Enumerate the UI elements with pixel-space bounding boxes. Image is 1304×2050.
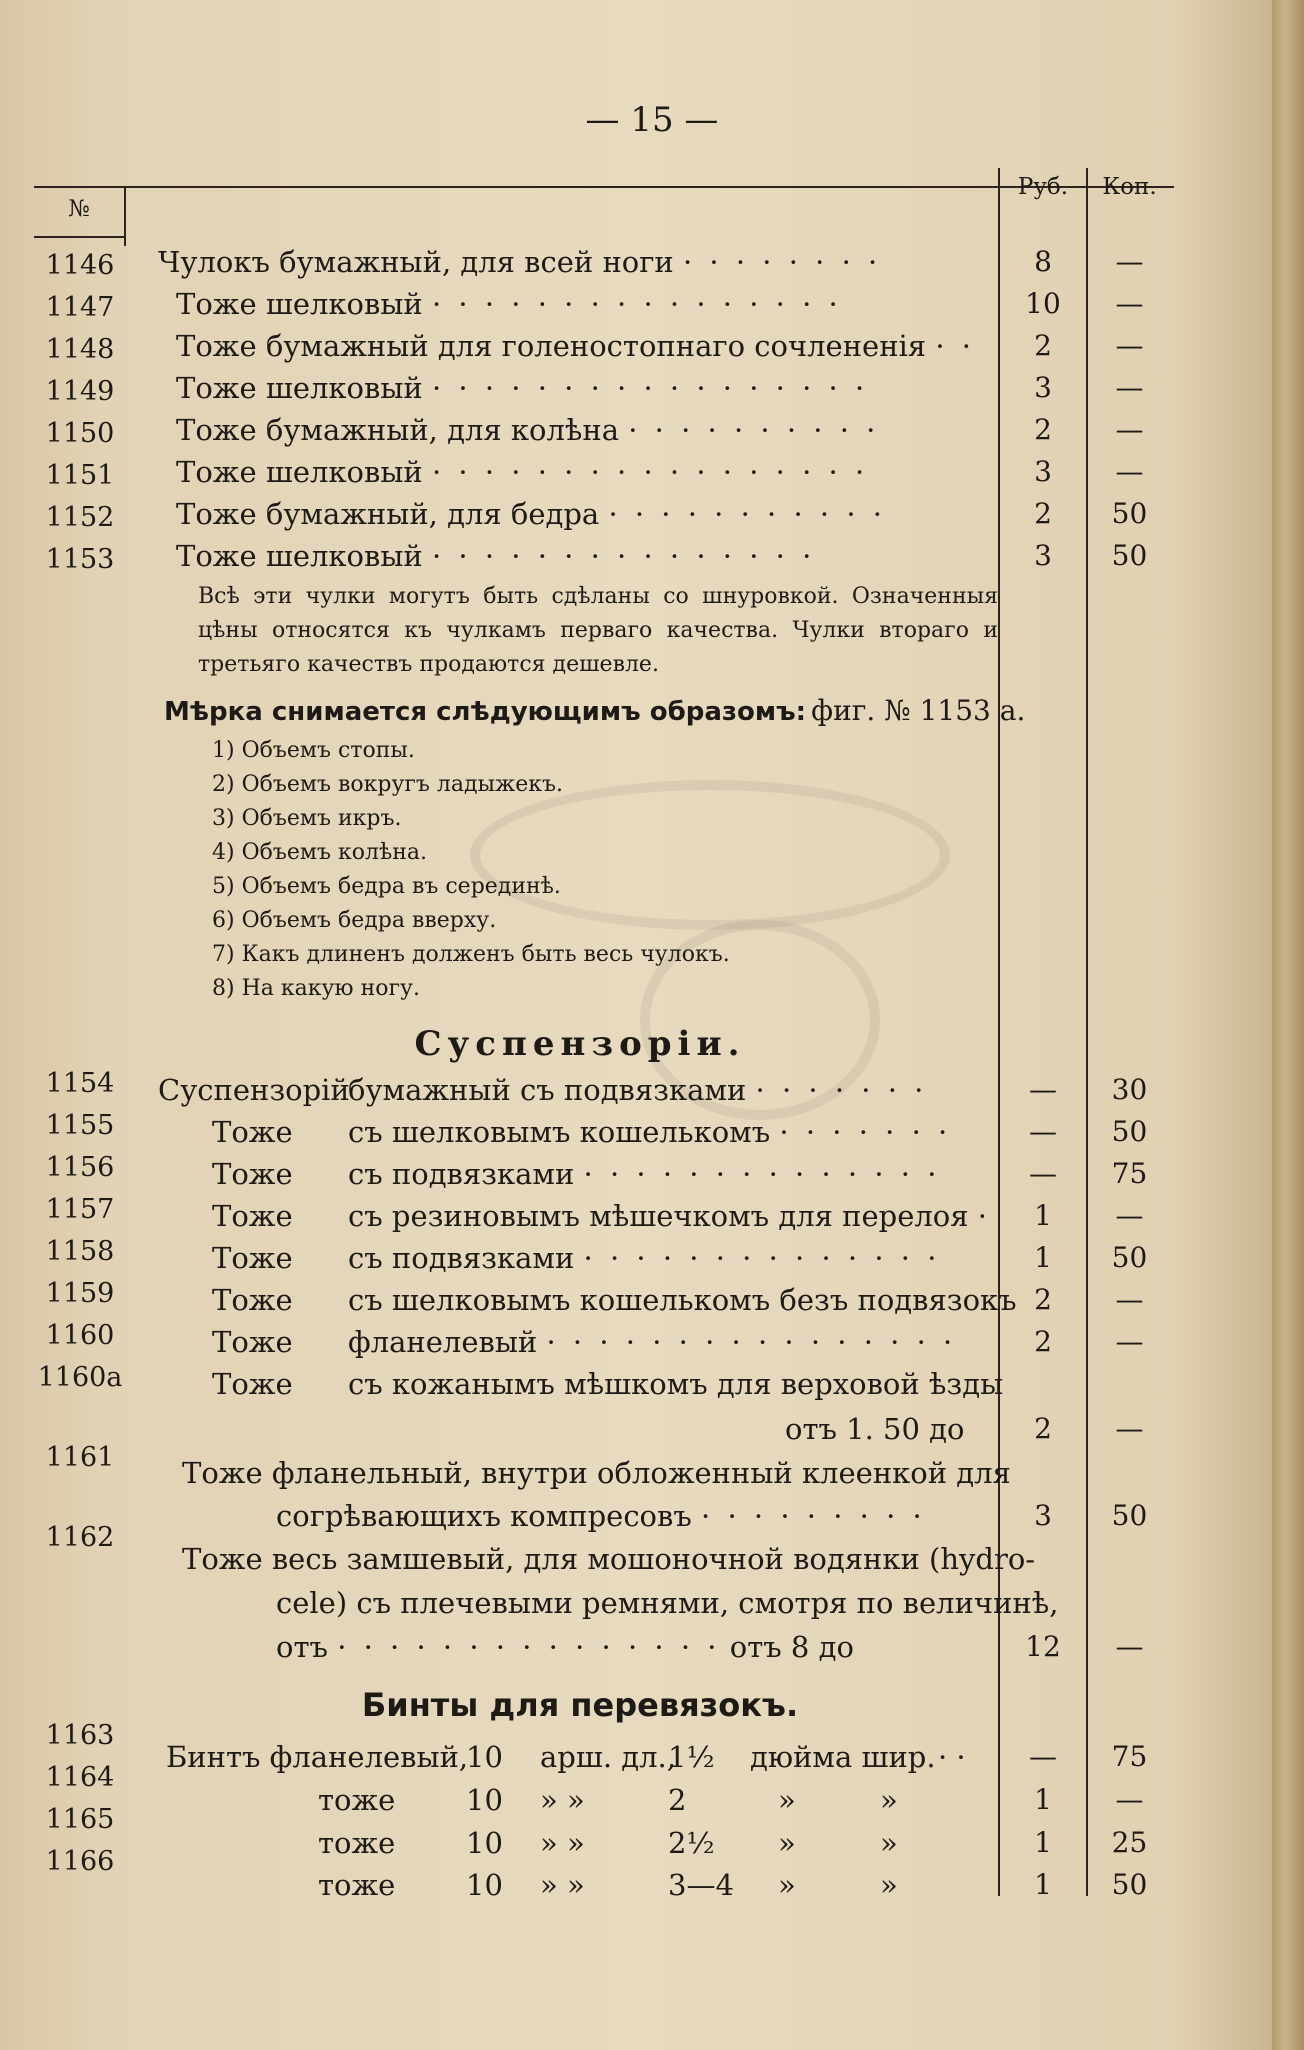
leader-dots: · · · · · · · · · · · bbox=[608, 497, 887, 531]
item-name: Тоже шелковый bbox=[176, 371, 423, 405]
leader-dots: · · · · · · · · · · · · · · · · bbox=[546, 1325, 957, 1359]
item-name: Тоже шелковый bbox=[176, 287, 423, 321]
item-name: Тоже шелковый bbox=[176, 455, 423, 489]
num-column-rule bbox=[124, 186, 126, 246]
leader-dots: · · · · · · · · · · · · · · · · · bbox=[431, 371, 869, 405]
item-name: Тоже бумажный, для колѣна bbox=[176, 413, 619, 447]
measure-title: Мѣрка снимается слѣдующимъ образомъ: bbox=[164, 697, 807, 727]
num-header-rule bbox=[34, 236, 124, 238]
leader-dots: · · · · · · · · bbox=[682, 245, 882, 279]
leader-dots: · · · · · · · bbox=[779, 1115, 952, 1149]
measure-item: 2) Объемъ вокругъ ладыжекъ. bbox=[212, 772, 564, 797]
leader-dots: · · · · · · · · · · · · · · bbox=[583, 1157, 941, 1191]
measure-item: 8) На какую ногу. bbox=[212, 976, 420, 1001]
leader-dots: · bbox=[977, 1199, 991, 1233]
measure-item: 5) Объемъ бедра въ серединѣ. bbox=[212, 874, 561, 899]
show-through-image bbox=[470, 780, 950, 930]
item-name: Тоже шелковый bbox=[176, 539, 423, 573]
leader-dots: · · · · · · · · · · · · · · · bbox=[337, 1630, 721, 1664]
leader-dots: · · · · · · · · · bbox=[701, 1499, 926, 1533]
leader-dots: · · · · · · · · · · · · · · · bbox=[431, 539, 816, 573]
leader-dots: · · bbox=[935, 329, 975, 363]
measure-fig: фиг. № 1153 а. bbox=[811, 694, 1026, 727]
leader-dots: · · · · · · · bbox=[755, 1073, 928, 1107]
section-heading-suspensories: Суспензоріи. bbox=[414, 1024, 746, 1064]
measure-heading bbox=[164, 694, 1025, 727]
page-edge bbox=[1272, 0, 1304, 2050]
measure-item: 6) Объемъ бедра вверху. bbox=[212, 908, 497, 933]
header-kop: Коп. bbox=[1102, 174, 1157, 200]
measure-item: 3) Объемъ икръ. bbox=[212, 806, 402, 831]
page: — 15 — № Руб. Коп. 1146 Чулокъ бумажный, для всей ноги · · · · · · · · 8 — 1147 Тоже шелковый · · · · · · · · · · · · · · · · 10 — 1148 Тоже бумажный для голеностопнаго сочлененія · · 2 — 1149 Тоже шелковый · · · · · · · · · · · · · · · · · 3 — 1150 Тоже бумажный, для колѣна · · · · · · · · · · 2 — 1151 Тоже шелковый · · · · · · · · · · · · · · · · · 3 — 1152 Тоже бумажный, для бедра · · · · · · · · · · · 2 50 1153 Тоже шелковый · · · · · · · · · · · · · · · 3 50 Всѣ эти чулки могутъ быть сдѣланы со шнуровкой. Означенныя цѣны относятся къ чулкамъ перваго качества. Чулки втораго и третьяго качествъ продаются дешевле. Мѣрка снимается слѣдующимъ образомъ: фиг. № 1153 а. 1) Объемъ стопы. 2) Объемъ вокругъ ладыжекъ. 3) Объемъ икръ. 4) Объемъ колѣна. 5) Объемъ бедра въ серединѣ. 6) Объемъ бедра вверху. 7) Какъ длиненъ долженъ быть весь чулокъ. 8) На какую ногу. Суспензоріи. 1154 Суспензорій бумажный съ подвязками · · · · · · · — 30 1155 Тоже съ шелковымъ кошелькомъ · · · · · · · — 50 1156 Тоже съ подвязками · · · · · · · · · · · · · · — 75 1157 Тоже съ резиновымъ мѣшечкомъ для перелоя · 1 — 1158 Тоже съ подвязками · · · · · · · · · · · · · · 1 50 1159 Тоже съ шелковымъ кошелькомъ безъ подвязокъ 2 — 1160 Тоже фланелевый · · · · · · · · · · · · · · · · 2 — 1160a Тоже съ кожанымъ мѣшкомъ для верховой ѣзды отъ 1. 50 до 2 — 1161 Тоже фланельный, внутри обложенный клеенкой для согрѣвающихъ компресовъ · · · · · · · · · 3 50 1162 Тоже весь замшевый, для мошоночной водянки (hydro- cele) съ плечевыми ремнями, смотря по величинѣ, отъ · · · · · · · · · · · · · · · отъ 8 до 12 — Бинты для перевязокъ. 1163 Бинтъ фланелевый, 10 арш. дл., 1½ дюйма шир. · · — 75 1164 тоже 10 » » 2 » » 1 — 1165 тоже 10 » » 2½ » » 1 25 1166 тоже 10 » » 3—4 » » 1 50 bbox=[0, 0, 1278, 2050]
measure-item: 4) Объемъ колѣна. bbox=[212, 840, 427, 865]
header-rub: Руб. bbox=[1017, 174, 1069, 200]
measure-item: 7) Какъ длиненъ долженъ быть весь чулокъ. bbox=[212, 942, 730, 967]
header-num: № bbox=[68, 196, 90, 222]
leader-dots: · · · · · · · · · · · · · · · · · bbox=[431, 455, 869, 489]
section-heading-bandages: Бинты для перевязокъ. bbox=[361, 1686, 799, 1724]
item-name: Тоже бумажный, для бедра bbox=[176, 497, 600, 531]
quality-note: Всѣ эти чулки могутъ быть сдѣланы со шнуровкой. Означенныя цѣны относятся къ чулкамъ перваго качества. Чулки втораго и третьяго качествъ продаются дешевле. bbox=[198, 584, 998, 677]
item-name: Чулокъ бумажный, для всей ноги bbox=[158, 245, 674, 279]
leader-dots: · · · · · · · · · · · · · · · · bbox=[431, 287, 842, 321]
measure-item: 1) Объемъ стопы. bbox=[212, 738, 415, 763]
leader-dots: · · · · · · · · · · bbox=[628, 413, 880, 447]
item-name: Тоже бумажный для голеностопнаго сочлененія bbox=[176, 329, 927, 363]
page-number: — 15 — bbox=[585, 100, 719, 140]
leader-dots: · · · · · · · · · · · · · · bbox=[583, 1241, 941, 1275]
